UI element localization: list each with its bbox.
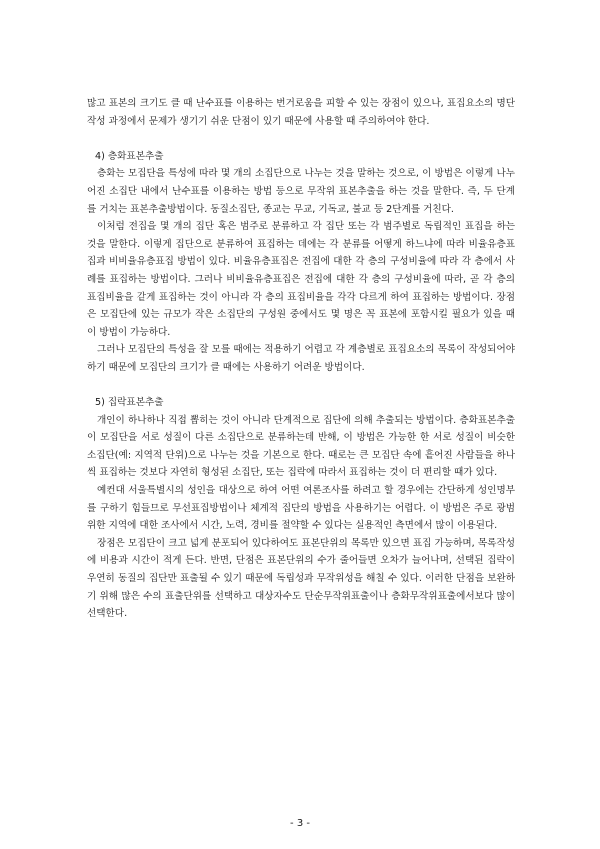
section-5-paragraph-1: 개인이 하나하나 직접 뽑히는 것이 아니라 단계적으로 집단에 의해 추출되는 방법이다. 층화표본추출이 모집단을 서로 성질이 다른 소집단으로 분류하는데 반해, 이 방법은 가능한 한 서로 성질이 비슷한 소집단(예: 지역적 단위)으로 나누는 것을 기본으로 한다. 때로는 큰 모집단 속에 흩어진 사람들을 하나씩 표집하는 것보다 자연히 형성된 소집단, 또는 집락에 따라서 표집하는 것이 더 편리할 때가 있다. [87,414,515,479]
section-4-paragraph-1: 층화는 모집단을 특성에 따라 몇 개의 소집단으로 나누는 것을 말하는 것으로, 이 방법은 이렇게 나누어진 소집단 내에서 난수표를 이용하는 방법 등으로 무작위 표본추출을 하는 것을 말한다. 즉, 두 단계를 거치는 표본추출방법이다. 동질소집단, 종교는 무교, 기독교, 불교 등 2단계를 거친다. [87,168,515,215]
page-body [87,95,515,623]
section-5-heading: 5) 집락표본추출 [95,397,164,409]
section-5-paragraph-3: 장점은 모집단이 크고 넓게 분포되어 있다하여도 표본단위의 목록만 있으면 표집 가능하며, 목록작성에 비용과 시간이 적게 든다. 반면, 단점은 표본단위의 수가 줄어들면 오차가 늘어나며, 선택된 집락이 우연히 동질의 집단만 표출될 수 있기 때문에 독립성과 무작위성을 해칠 수 있다. 이러한 단점을 보완하기 위해 많은 수의 표출단위를 선택하고 대상자수도 단순무작위표출이나 층화무작위표출에서보다 많이 선택한다. [87,537,515,620]
page-number: - 3 - [290,818,310,829]
section-4-heading: 4) 층화표본추출 [95,150,164,162]
section-4-paragraph-3: 그러나 모집단의 특성을 잘 모를 때에는 적용하기 어렵고 각 계층별로 표집요소의 목록이 작성되어야 하기 때문에 모집단의 크기가 클 때에는 사용하기 어려운 방법이다. [87,344,515,373]
spacer [87,130,515,148]
spacer [87,377,515,395]
section-4-paragraph-2: 이처럼 전집을 몇 개의 집단 혹은 범주로 분류하고 각 집단 또는 각 범주별로 독립적인 표집을 하는 것을 말한다. 이렇게 집단으로 분류하여 표집하는 데에는 각 분류를 어떻게 하느냐에 따라 비율유층표집과 비비율유층표집 방법이 있다. 비율유층표집은 전집에 대한 각 층의 구성비율에 따라 각 층에서 사례를 표집하는 방법이다. 그러나 비비율유층표집은 전집에 대한 각 층의 구성비율에 따라, 곧 각 층의 표집비율을 같게 표집하는 것이 아니라 각 층의 표집비율을 각각 다르게 하여 표집하는 방법이다. 장점은 모집단에 있는 규모가 작은 소집단의 구성원 중에서도 몇 명은 꼭 표본에 포함시킬 필요가 있을 때 이 방법이 가능하다. [87,221,515,338]
section-5-paragraph-2: 예컨대 서울특별시의 성인을 대상으로 하여 어떤 여론조사를 하려고 할 경우에는 간단하게 성인명부를 구하기 힘들므로 무선표집방법이나 체계적 집단의 방법을 사용하기는 어렵다. 이 방법은 주로 광범위한 지역에 대한 조사에서 시간, 노력, 경비를 절약할 수 있다는 실용적인 측면에서 많이 이용된다. [87,485,515,532]
intro-paragraph: 많고 표본의 크기도 클 때 난수표를 이용하는 번거로움을 피할 수 있는 장점이 있으나, 표집요소의 명단 작성 과정에서 문제가 생기기 쉬운 단점이 있기 때문에 사용할 때 주의하여야 한다. [87,98,515,127]
